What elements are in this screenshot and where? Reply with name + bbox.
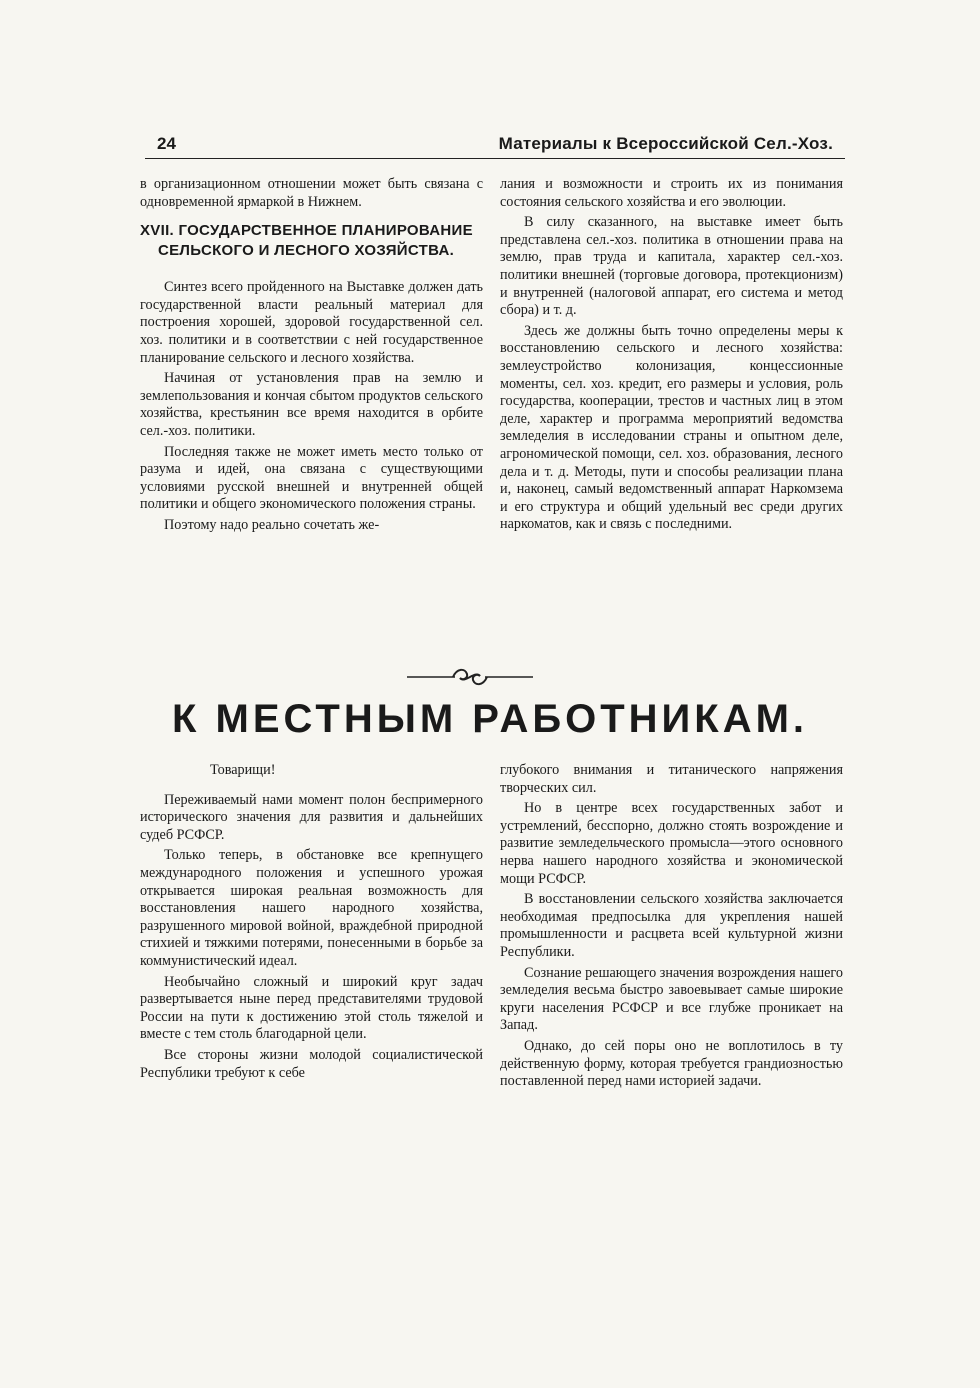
paragraph: Синтез всего пройденного на Выставке должен дать государственной власти реальный материал для построения хорошей, здоровой государственной сел. хоз. политики и в соответствии с ней государственное планирование сельского и лесного хозяйства.	[140, 279, 483, 366]
paragraph: Поэтому надо реально сочетать же-	[164, 516, 380, 533]
top-right-column	[500, 176, 843, 537]
scroll-ornament-icon	[405, 662, 535, 692]
section-title-line2: СЕЛЬСКОГО И ЛЕСНОГО ХОЗЯЙСТВА.	[158, 242, 455, 260]
paragraph: Однако, до сей поры оно не воплотилось в ту действенную форму, которая требуется грандиозностью поставленной перед нами историей задачи.	[500, 1037, 843, 1090]
top-left-column	[140, 176, 483, 538]
paragraph: Здесь же должны быть точно определены меры к восстановлению сельского и лесного хозяйства: землеустройство колонизация, концессионные моменты, сел. хоз. кредит, его размеры и условия, роль государства, кооперации, трестов и частных лиц в этом деле, характер и программа мероприятий ведомства земледелия в исследовании страны и опытном деле, агрономической помощи, сел. хоз. образования, лесного дела и т. д. Методы, пути и способы реализации плана и, наконец, самый ведомственный аппарат Наркомзема и его структура и общий удельный вес среди других наркоматов, как и связь с последними.	[500, 322, 843, 533]
paragraph: Необычайно сложный и широкий круг задач развертывается ныне перед представителями трудовой России на пути к достижению этой столь тяжелой и вместе с тем столь благодарной цели.	[140, 973, 483, 1043]
paragraph: Сознание решающего значения возрождения нашего земледелия весьма быстро завоевывает самые широкие круги населения РСФСР и все глубже проникает на Запад.	[500, 964, 843, 1034]
main-heading: К МЕСТНЫМ РАБОТНИКАМ.	[171, 697, 809, 741]
paragraph: Но в центре всех государственных забот и устремлений, бесспорно, должно стоять возрождение и развитие земледельческого промысла—этого основного нерва нашего народного хозяйства и экономической мощи РСФСР.	[500, 800, 843, 887]
paragraph: В силу сказанного, на выставке имеет быть представлена сел.-хоз. политика в отношении права на землю, прав труда и капитала, характер сел.-хоз. политики внешней (торговые договора, протекционизм) и внутренней (налоговой аппарат, его система и метод сбора) и т. д.	[500, 214, 843, 319]
running-title: Материалы к Всероссийской Сел.-Хоз.	[498, 134, 833, 153]
paragraph: В восстановлении сельского хозяйства заключается необходимая предпосылка для укрепления нашей промышленности и расцвета всей культурной жизни Республики.	[500, 891, 843, 960]
paragraph: Только теперь, в обстановке все крепнущего международного положения и успешного урожая открывается широкая реальная возможность для восстановления нашего народного хозяйства, разрушенного мировой войной, враждебной природной стихией и тяжкими потерями, понесенными в борьбе за коммунистический идеал.	[140, 847, 483, 969]
paragraph: Последняя также не может иметь место только от разума и идей, она связана с существующими условиями русской внешней и внутренней общей политики и общего экономического положения страны.	[140, 443, 483, 513]
paragraph-lead: глубокого внимания и титанического напряжения творческих сил.	[500, 762, 843, 796]
bottom-right-column	[500, 762, 843, 1094]
section-title	[140, 221, 483, 261]
paragraph-lead: лания и возможности и строить их из понимания состояния сельского хозяйства и его эволюции.	[500, 176, 843, 210]
paragraph-lead: в организационном отношении может быть связана с одновременной ярмаркой в Нижнем.	[140, 176, 483, 210]
paragraph: Переживаемый нами момент полон беспримерного исторического значения для развития и дальнейших судеб РСФСР.	[140, 791, 483, 843]
page-header	[145, 132, 845, 159]
greeting: Товарищи!	[210, 762, 276, 778]
section-title-line1: XVII. ГОСУДАРСТВЕННОЕ ПЛАНИРОВАНИЕ	[140, 222, 473, 240]
page-number: 24	[157, 134, 176, 153]
paragraph: Начиная от установления прав на землю и землепользования и кончая сбытом продуктов сельского хозяйства, крестьянин все время находится в орбите сел.-хоз. политики.	[140, 370, 483, 439]
bottom-left-column	[140, 762, 483, 1085]
paragraph: Все стороны жизни молодой социалистической Республики требуют к себе	[140, 1046, 483, 1081]
